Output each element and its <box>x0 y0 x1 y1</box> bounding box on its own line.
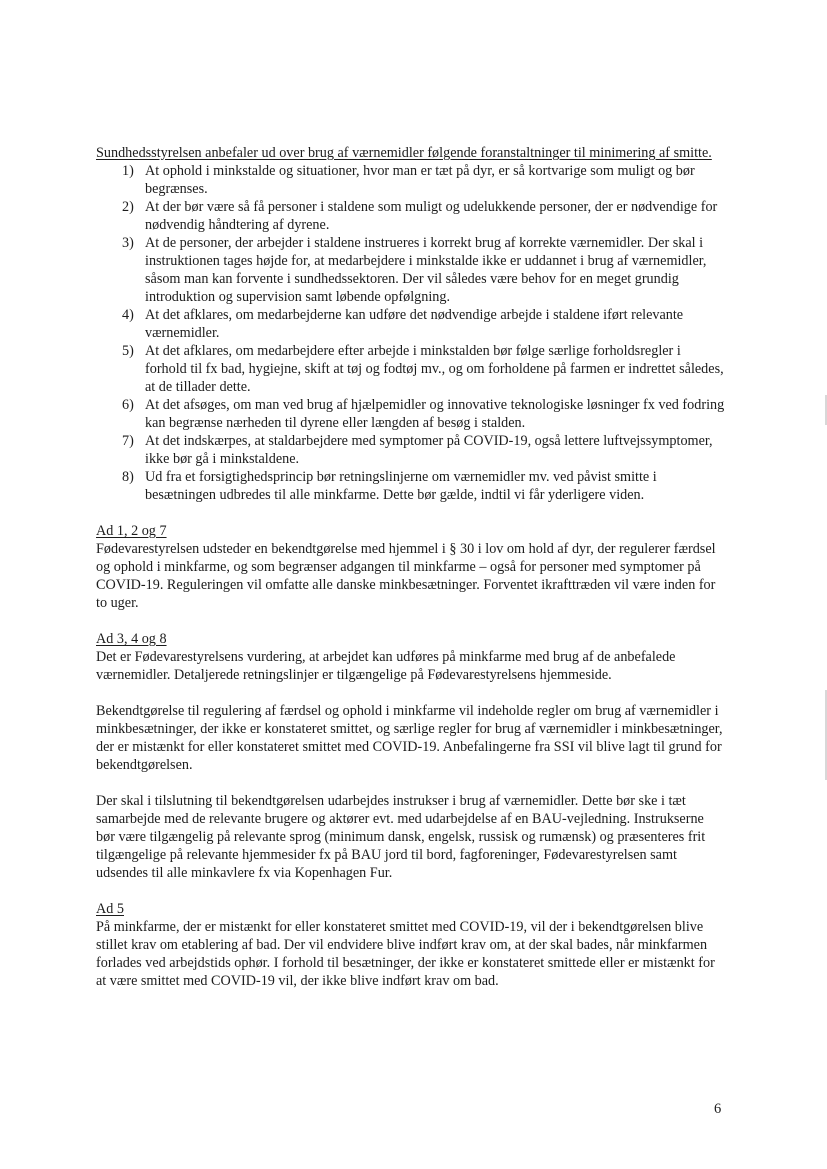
page-number: 6 <box>714 1101 722 1117</box>
list-item-number: 1) <box>122 163 134 179</box>
list-item <box>96 234 726 306</box>
page-content <box>96 144 726 990</box>
list-item <box>96 396 726 432</box>
list-item <box>96 162 726 198</box>
list-item-number: 8) <box>122 469 134 485</box>
section-ad-1-2-7 <box>96 522 726 612</box>
spacer <box>96 504 726 522</box>
list-item-number: 2) <box>122 199 134 215</box>
section-title: Ad 3, 4 og 8 <box>96 631 167 647</box>
paragraph: Det er Fødevarestyrelsens vurdering, at arbejdet kan udføres på minkfarme med brug af de anbefalede værnemidler. Detaljerede retningslinjer er tilgængelige på Fødevarestyrelsens hjemmeside. <box>96 649 676 683</box>
paragraph: Der skal i tilslutning til bekendtgørelsen udarbejdes instrukser i brug af værnemidler. Dette bør ske i tæt samarbejde med de relevante brugere og aktører evt. med udarbejdelse af en BAU-vejledning. Instrukserne bør være tilgængelig på relevante sprog (minimum dansk, engelsk, russisk og rumænsk) og præsenteres frit tilgængelige på relevante hjemmesider fx på BAU jord til bord, fagforeninger, Fødevarestyrelsen samt udsendes til alle minkavlere fx via Kopenhagen Fur. <box>96 793 706 881</box>
list-item-text: At ophold i minkstalde og situationer, hvor man er tæt på dyr, er så kortvarige som muligt og bør begrænses. <box>145 163 695 197</box>
list-item-text: At der bør være så få personer i staldene som muligt og udelukkende personer, der er nødvendige for nødvendig håndtering af dyrene. <box>145 199 718 233</box>
measures-list <box>96 162 726 504</box>
list-item-text: At det afklares, om medarbejderne kan udføre det nødvendige arbejde i staldene iført relevante værnemidler. <box>145 307 684 341</box>
spacer <box>96 774 726 792</box>
list-item-text: At det afklares, om medarbejdere efter arbejde i minkstalden bør følge særlige forholdsregler i forhold til fx bad, hygiejne, skift at tøj og fodtøj mv., og om forholdene på farmen er indrettet således, at de tillader dette. <box>145 343 724 395</box>
spacer <box>96 684 726 702</box>
list-item-text: At det afsøges, om man ved brug af hjælpemidler og innovative teknologiske løsninger fx ved fodring kan begrænse nærheden til dyrene eller længden af besøg i stalden. <box>145 397 725 431</box>
paragraph: Bekendtgørelse til regulering af færdsel og ophold i minkfarme vil indeholde regler om brug af værnemidler i minkbesætninger, der ikke er konstateret smittet, og særlige regler for brug af værnemidler i minkbesætninger, der er mistænkt for eller konstateret smittet med COVID-19. Anbefalingerne fra SSI vil blive lagt til grund for bekendtgørelsen. <box>96 703 723 773</box>
section-ad-3-4-8 <box>96 630 726 882</box>
section-ad-5 <box>96 900 726 990</box>
list-item-number: 3) <box>122 235 134 251</box>
list-item <box>96 342 726 396</box>
list-item-number: 6) <box>122 397 134 413</box>
spacer <box>96 612 726 630</box>
intro-heading: Sundhedsstyrelsen anbefaler ud over brug af værnemidler følgende foranstaltninger til minimering af smitte. <box>96 145 712 161</box>
paragraph: På minkfarme, der er mistænkt for eller konstateret smittet med COVID-19, vil der i bekendtgørelsen blive stillet krav om etablering af bad. Der vil endvidere blive indført krav om, at der skal bades, når minkfarmen forlades ved arbejdstids ophør. I forhold til besætninger, der ikke er konstateret smittede eller er mistænkt for at være smittet med COVID-19 vil, der ikke blive indført krav om bad. <box>96 919 715 989</box>
spacer <box>96 882 726 900</box>
list-item-text: Ud fra et forsigtighedsprincip bør retningslinjerne om værnemidler mv. ved påvist smitte i besætningen udbredes til alle minkfarme. Dette bør gælde, indtil vi får yderligere viden. <box>145 469 657 503</box>
list-item-number: 5) <box>122 343 134 359</box>
list-item-text: At de personer, der arbejder i staldene instrueres i korrekt brug af korrekte værnemidler. Der skal i instruktionen tages højde for, at medarbejdere i minkstalde ikke er uddannet i brug af værnemidler, såsom man kan forvente i sundhedssektoren. Der vil således være behov for en meget grundig introduktion og supervision samt løbende opfølgning. <box>145 235 707 305</box>
list-item-number: 7) <box>122 433 134 449</box>
section-title: Ad 1, 2 og 7 <box>96 523 167 539</box>
paragraph: Fødevarestyrelsen udsteder en bekendtgørelse med hjemmel i § 30 i lov om hold af dyr, der regulerer færdsel og ophold i minkfarme, og som begrænser adgangen til minkfarme – også for personer med symptomer på COVID-19. Reguleringen vil omfatte alle danske minkbesætninger. Forventet ikrafttræden vil være inden for to uger. <box>96 541 716 611</box>
list-item <box>96 198 726 234</box>
list-item-text: At det indskærpes, at staldarbejdere med symptomer på COVID-19, også lettere luftvejssymptomer, ikke bør gå i minkstaldene. <box>145 433 713 467</box>
section-title: Ad 5 <box>96 901 124 917</box>
list-item <box>96 306 726 342</box>
list-item <box>96 468 726 504</box>
list-item-number: 4) <box>122 307 134 323</box>
list-item <box>96 432 726 468</box>
